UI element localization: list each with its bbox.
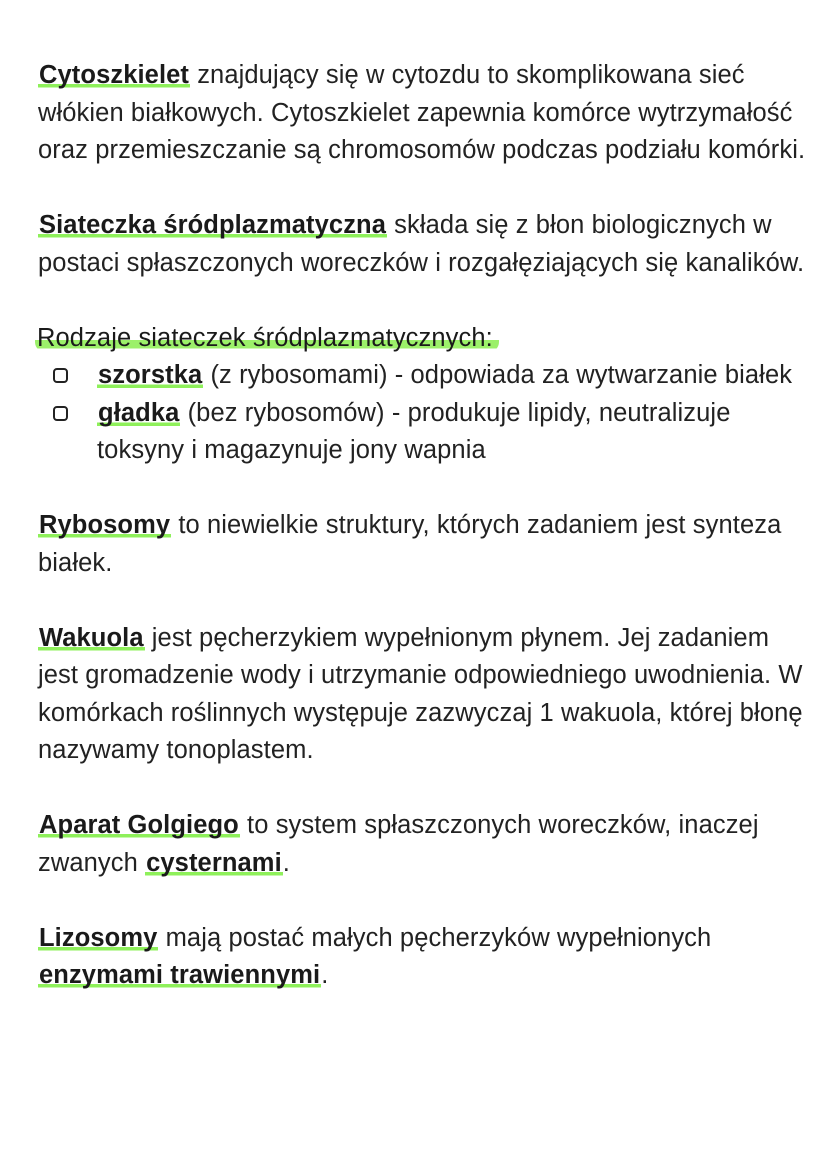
paragraph-text: . — [321, 961, 329, 989]
paragraph-cytoszkielet — [38, 57, 808, 170]
highlighted-term: Siateczka śródplazmatyczna — [39, 211, 386, 239]
list-item-text: (z rybosomami) - odpowiada za wytwarzanie białek — [203, 361, 793, 389]
list-item — [97, 357, 808, 395]
highlighted-term: Aparat Golgiego — [39, 811, 239, 839]
paragraph-text: składa się z błon biologicznych w postaci spłaszczonych woreczków i rozgałęziających się kanalików. — [38, 211, 805, 277]
highlighted-term: Lizosomy — [39, 923, 158, 952]
list-item-text: (bez rybosomów) - produkuje lipidy, neutralizuje toksyny i magazynuje jony wapnia — [97, 398, 731, 464]
paragraph-text: to system spłaszczonych woreczków, inaczej zwanych — [38, 811, 759, 877]
checkbox-icon — [53, 406, 68, 421]
highlighted-term: Cytoszkielet — [39, 61, 190, 89]
paragraph-text: jest pęcherzykiem wypełnionym płynem. Jej zadaniem jest gromadzenie wody i utrzymanie odpowiedniego uwodnienia. W komórkach roślinnych występuje zazwyczaj 1 wakuola, której błonę nazywamy tonoplastem. — [38, 623, 803, 764]
checkbox-icon — [53, 368, 68, 383]
notes-document — [38, 57, 808, 1032]
paragraph-rybosomy — [38, 507, 808, 582]
paragraph-text: mają postać małych pęcherzyków wypełnionych — [158, 923, 712, 952]
list-item — [97, 395, 808, 470]
paragraph-wakuola — [38, 620, 808, 770]
highlighted-term: Rybosomy — [39, 511, 171, 539]
section-heading — [38, 320, 808, 358]
paragraph-text: to niewielkie struktury, których zadaniem jest synteza białek. — [38, 511, 782, 577]
highlighted-term: gładka — [98, 398, 180, 427]
checklist — [38, 357, 808, 470]
paragraph-text: . — [282, 848, 290, 877]
paragraph-aparat-golgiego — [38, 807, 808, 882]
highlighted-term: szorstka — [98, 361, 203, 389]
highlighted-term: enzymami trawiennymi — [39, 961, 321, 989]
paragraph-text: znajdujący się w cytozdu to skomplikowana sieć włókien białkowych. Cytoszkielet zapewnia komórce wytrzymałość oraz przemieszczanie są chromosomów podczas podziału komórki. — [38, 61, 806, 164]
highlighted-heading: Rodzaje siateczek śródplazmatycznych: — [35, 324, 499, 352]
highlighted-term: Wakuola — [39, 623, 144, 652]
highlighted-term: cysternami — [146, 848, 282, 877]
paragraph-lizosomy — [38, 920, 808, 995]
paragraph-siateczka — [38, 207, 808, 282]
